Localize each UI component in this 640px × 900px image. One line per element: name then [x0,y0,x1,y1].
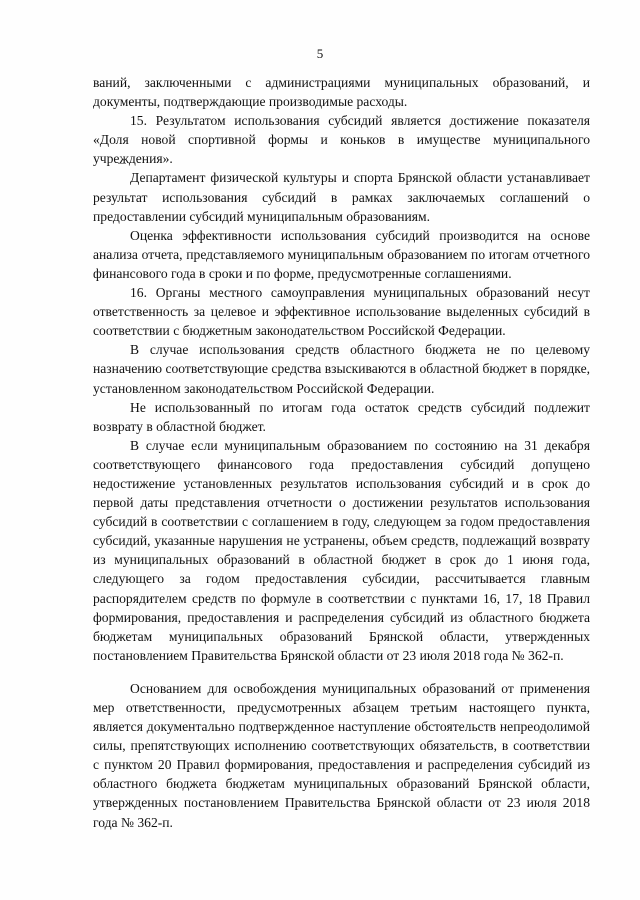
paragraph-non-achievement: В случае если муниципальным образованием по состоянию на 31 декабря соответствующего финансового года предоставления субсидий допущено недостижение установленных результатов использования субсидий и в срок до первой даты представления отчетности о достижении результатов использования субсидий в соответствии с соглашением в году, следующем за годом предоставления субсидий, указанные нарушения не устранены, объем средств, подлежащий возврату из муниципальных образований в областной бюджет в срок до 1 июня года, следующего за годом предоставления субсидии, рассчитывается главным распорядителем средств по формуле в соответствии с пунктами 16, 17, 18 Правил формирования, предоставления и распределения субсидий из областного бюджета бюджетам муниципальных образований Брянской области, утвержденных постановлением Правительства Брянской области от 23 июля 2018 года № 362-п. [93,437,590,663]
paragraph-item-15: 15. Результатом использования субсидий является достижение показателя «Доля новой спортивной формы и коньков в имуществе муниципального учреждения». [93,113,590,167]
paragraph-force-majeure: Основанием для освобождения муниципальных образований от применения мер ответственности, предусмотренных абзацем третьим настоящего пункта, является документально подтвержденное наступление обстоятельств непреодолимой силы, препятствующих исполнению соответствующих обязательств, в соответствии с пунктом 20 Правил формирования, предоставления и распределения субсидий из областного бюджета бюджетам муниципальных образований Брянской области, утвержденных постановлением Правительства Брянской области от 23 июля 2018 года № 362-п. [93,680,590,830]
paragraph-department-result: Департамент физической культуры и спорта Брянской области устанавливает результат использования субсидий в рамках заключаемых соглашений о предоставлении субсидий муниципальным образованиям. [93,170,590,224]
paragraph-item-16: 16. Органы местного самоуправления муниципальных образований несут ответственность за целевое и эффективное использование выделенных субсидий в соответствии с бюджетным законодательством Российской Федерации. [93,285,590,339]
paragraph-unused-balance: Не использованный по итогам года остаток средств субсидий подлежит возврату в областной бюджет. [93,399,590,434]
paragraph-continuation: ваний, заключенными с администрациями муниципальных образований, и документы, подтверждающие производимые расходы. [93,75,590,110]
page-number: 5 [316,46,324,61]
paragraph-efficiency-evaluation: Оценка эффективности использования субсидий производится на основе анализа отчета, представляемого муниципальным образованием по итогам отчетного финансового года в сроки и по форме, предусмотренные соглашениями. [93,227,590,281]
paragraph-misuse-recovery: В случае использования средств областного бюджета не по целевому назначению соответствующие средства взыскиваются в областной бюджет в порядке, установленном законодательством Российской Федерации. [93,342,590,396]
document-body [93,73,590,832]
